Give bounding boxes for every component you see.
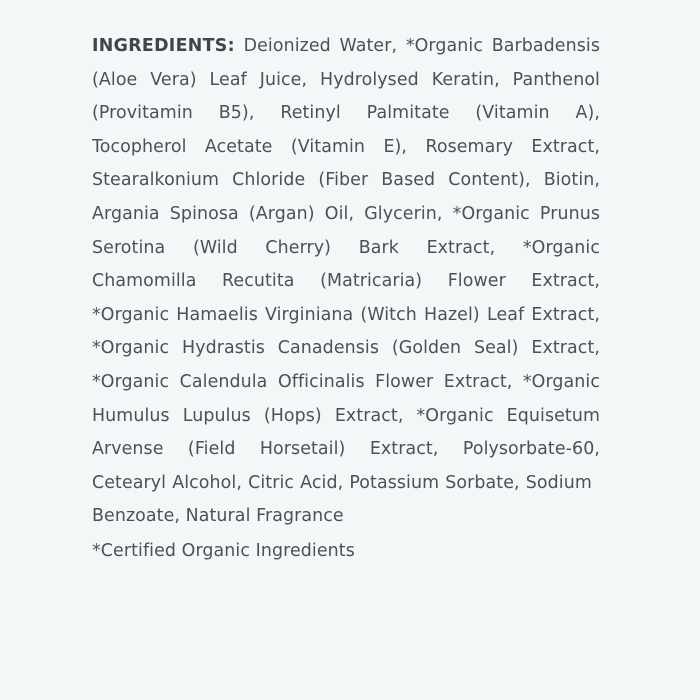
ingredients-block	[92, 30, 600, 569]
ingredients-list-text: Deionized Water, *Organic Barbadensis (Aloe Vera) Leaf Juice, Hydrolysed Keratin, Panthenol (Provitamin B5), Retinyl Palmitate (Vitamin A), Tocopherol Acetate (Vitamin E), Rosemary Extract, Stearalkonium Chloride (Fiber Based Content), Biotin, Argania Spinosa (Argan) Oil, Glycerin, *Organic Prunus Serotina (Wild Cherry) Bark Extract, *Organic Chamomilla Recutita (Matricaria) Flower Extract, *Organic Hamaelis Virginiana (Witch Hazel) Leaf Extract, *Organic Hydrastis Canadensis (Golden Seal) Extract, *Organic Calendula Officinalis Flower Extract, *Organic Humulus Lupulus (Hops) Extract, *Organic Equisetum Arvense (Field Horsetail) Extract, Polysorbate-60, Cetearyl Alcohol, Citric Acid, Potassium Sorbate, Sodium	[92, 36, 600, 493]
ingredients-last-line: Benzoate, Natural Fragrance	[92, 506, 344, 527]
ingredients-paragraph	[92, 30, 600, 500]
ingredients-heading: INGREDIENTS:	[92, 36, 235, 56]
organic-footnote: *Certified Organic Ingredients	[92, 540, 355, 561]
